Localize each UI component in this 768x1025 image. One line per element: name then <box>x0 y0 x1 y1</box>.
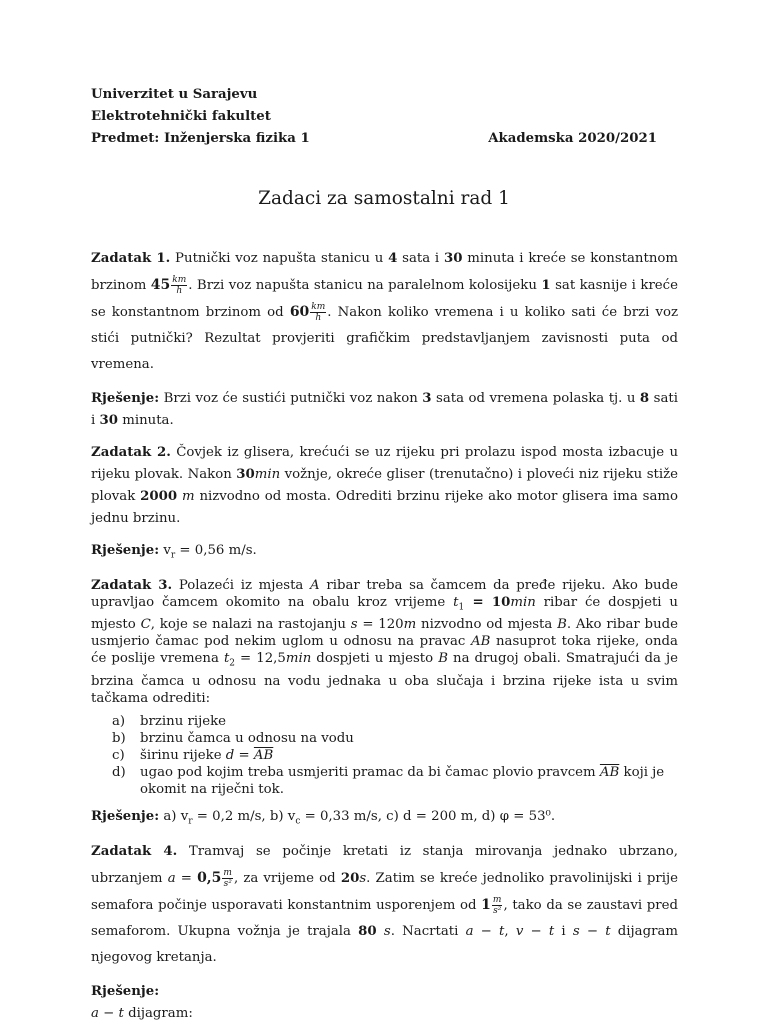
task-1-number: 4 <box>388 251 398 266</box>
task-3-unit: m <box>403 617 417 633</box>
task-4-text: i <box>554 923 573 939</box>
solution-3-text: = 0,33 m/s, c) d = 200 m, d) φ = 53⁰. <box>300 808 556 824</box>
list-item-text <box>140 747 678 764</box>
task-1-number: 30 <box>443 251 463 266</box>
task-3-text: . Ako ribar bude usmjerio čamac pod nekim uglom u odnosu na pravac <box>91 617 679 650</box>
list-item-text: brzinu čamca u odnosu na vodu <box>140 730 354 746</box>
solution-2 <box>91 540 678 567</box>
task-3-var: AB <box>470 634 491 650</box>
solution-2-subscript: r <box>170 550 176 561</box>
unit-fraction <box>222 868 233 889</box>
fraction-numerator: km <box>172 275 187 285</box>
task-3-number: = 12,5 <box>235 651 286 667</box>
task-1-text: minuta i kreće se konstantnom brzinom <box>91 251 678 293</box>
list-item-text-part: koji je okomit na riječni tok. <box>140 764 665 797</box>
list-item-letter: d) <box>112 764 126 780</box>
fraction-denominator: s² <box>493 905 502 916</box>
task-3-subitems <box>91 713 678 798</box>
list-item-letter: b) <box>112 730 126 746</box>
task-1-number: 1 <box>541 278 551 293</box>
task-4-var: s − t <box>572 923 611 939</box>
task-3-text: nizvodno od mjesta <box>416 617 558 633</box>
task-3-number: = 120 <box>357 617 404 633</box>
overline-segment: $\overline{AB}$ <box>253 747 274 763</box>
task-3-subscript: 1 <box>458 602 465 613</box>
list-item <box>91 713 678 730</box>
diagram-text: dijagram: <box>123 1005 193 1021</box>
task-3-text: ribar treba sa čamcem da pređe rijeku. Ako bude upravljao čamcem okomito na obalu kroz vrijeme <box>91 577 679 610</box>
solution-3 <box>91 806 678 833</box>
fraction-denominator: h <box>176 286 183 296</box>
solution-1-text: sata od vremena polaska tj. u <box>431 391 640 406</box>
task-3-var: B <box>438 651 448 667</box>
task-2-number: 2000 <box>140 489 178 504</box>
task-4-unit: s <box>359 870 367 886</box>
task-3-text: ribar će dospjeti u mjesto <box>91 594 678 633</box>
task-4-text: . Nacrtati <box>390 923 466 939</box>
solution-2-text: v <box>159 543 171 558</box>
solution-1-text: sati i <box>91 391 678 428</box>
list-item-text: brzinu rijeke <box>140 713 227 729</box>
task-1-text: sat kasnije i kreće se konstantnom brzinom od <box>91 278 678 320</box>
task-4-number: 1 <box>481 896 491 913</box>
solution-1-number: 3 <box>422 391 432 406</box>
task-3-var: A <box>310 577 320 593</box>
academic-year: Akademska 2020/2021 <box>488 131 657 146</box>
page-title: Zadaci za samostalni rad 1 <box>258 188 510 209</box>
task-1-text: . Nakon koliko vremena i u koliko sati će brzi voz stići putnički? Rezultat provjeriti grafičkim predstavljanjem zavisnosti puta od vremena. <box>91 305 679 372</box>
list-item-text-part: širinu rijeke <box>140 747 226 763</box>
task-4-text: = <box>175 870 198 886</box>
formula: d = <box>225 747 254 763</box>
task-4-text: . Zatim se kreće jednoliko pravolinijski i prije semafora počinje usporavati konstantnim usporenjem od <box>91 870 678 913</box>
task-3-subscript: 2 <box>229 658 236 669</box>
document-body <box>91 246 678 1025</box>
solution-1-number: 30 <box>99 413 118 428</box>
list-item <box>91 747 678 764</box>
task-3-label: Zadatak 3. <box>91 577 173 593</box>
task-4-number: 0,5 <box>197 869 222 886</box>
task-4-text: , tako da se zaustavi pred semaforom. Ukupna vožnja je trajala <box>91 897 678 939</box>
solution-1 <box>91 388 678 432</box>
list-item <box>91 730 678 747</box>
solution-4-label: Rješenje: <box>91 983 160 999</box>
unit-fraction <box>171 275 187 296</box>
task-2-number: 30 <box>236 467 255 482</box>
list-item-text <box>140 764 678 798</box>
task-2-unit: m <box>182 489 195 504</box>
unit-fraction <box>492 895 503 916</box>
solution-1-number: 8 <box>639 391 650 406</box>
task-1-number: 45 <box>150 277 171 293</box>
task-2 <box>91 442 678 530</box>
solution-3-subscript: c <box>295 816 301 827</box>
task-4-number: 20 <box>340 870 360 886</box>
task-1-number: 60 <box>289 304 310 320</box>
solution-1-label: Rješenje: <box>91 391 160 406</box>
task-4-text: , <box>504 923 516 939</box>
task-1 <box>91 246 678 378</box>
task-3-text: , koje se nalazi na rastojanju <box>150 617 351 633</box>
task-1-label: Zadatak 1. <box>91 251 171 266</box>
solution-3-label: Rješenje: <box>91 808 160 824</box>
task-4-text: , za vrijeme od <box>233 870 341 886</box>
task-4-text: Tramvaj se počinje kretati iz stanja mirovanja jednako ubrzano, ubrzanjem <box>91 843 678 886</box>
task-1-text: Putnički voz napušta stanicu u <box>170 251 389 266</box>
task-3-var: t <box>223 651 230 667</box>
overline-segment: $\overline{AB}$ <box>599 764 620 780</box>
task-2-label: Zadatak 2. <box>91 445 171 460</box>
task-1-text: . Brzi voz napušta stanicu na paralelnom kolosijeku <box>188 278 542 293</box>
task-3-text: dospjeti u mjesto <box>311 651 439 667</box>
solution-2-label: Rješenje: <box>91 543 160 558</box>
task-4-var: a − t <box>465 923 505 939</box>
diagram-var: a − t <box>91 1005 124 1021</box>
task-4-label: Zadatak 4. <box>91 843 178 859</box>
solution-4 <box>91 981 678 1003</box>
task-3-text: Polazeći iz mjesta <box>172 577 311 593</box>
subject-name: Predmet: Inženjerska fizika 1 <box>91 131 310 146</box>
unit-fraction <box>310 302 326 323</box>
task-2-text: Čovjek iz glisera, krećući se uz rijeku pri prolazu ispod mosta izbacuje u rijeku plovak. Nakon <box>91 445 679 482</box>
task-2-text: vožnje, okreće gliser (trenutačno) i ploveći niz rijeku stiže plovak <box>91 467 678 504</box>
list-item-letter: c) <box>112 747 125 763</box>
fraction-numerator: m <box>223 867 232 878</box>
task-2-unit: min <box>254 467 281 482</box>
solution-3-subscript: r <box>188 816 193 827</box>
diagram-caption <box>91 1003 678 1025</box>
subject-row <box>91 128 657 150</box>
list-item-text-part: ugao pod kojim treba usmjeriti pramac da bi čamac plovio pravcem <box>140 764 600 780</box>
task-3-var: t <box>453 594 459 610</box>
task-3-unit: min <box>285 651 312 667</box>
university-name: Univerzitet u Sarajevu <box>91 87 258 102</box>
task-3 <box>91 577 678 707</box>
task-3-var: B <box>557 617 567 633</box>
fraction-numerator: m <box>492 894 502 905</box>
fraction-denominator: s² <box>223 878 232 889</box>
task-4-number: 80 <box>358 923 377 939</box>
task-4 <box>91 839 678 971</box>
task-2-text: nizvodno od mosta. Odrediti brzinu rijeke ako motor glisera ima samo jednu brzinu. <box>91 489 679 526</box>
solution-1-text: minuta. <box>118 413 174 428</box>
faculty-name: Elektrotehnički fakultet <box>91 109 271 124</box>
document-header <box>91 84 691 150</box>
solution-1-text: Brzi voz će sustići putnički voz nakon <box>159 391 423 406</box>
task-3-text: na drugoj obali. Smatrajući da je brzina čamca u odnosu na vodu jednaka u oba slučaja i brzina rijeke ista u svim tačkama odrediti: <box>91 651 678 706</box>
task-3-number: = 10 <box>464 594 511 610</box>
task-3-var: s <box>350 617 358 633</box>
list-item <box>91 764 678 798</box>
solution-3-text: = 0,2 m/s, b) v <box>192 808 296 824</box>
task-3-var: C <box>140 617 151 633</box>
solution-2-value: = 0,56 m/s. <box>175 543 257 558</box>
task-3-text: nasuprot toka rijeke, onda će poslije vremena <box>91 634 678 667</box>
list-item-letter: a) <box>112 713 126 729</box>
fraction-numerator: km <box>311 302 326 312</box>
task-1-text: sata i <box>397 251 444 266</box>
task-4-var: a <box>167 870 176 886</box>
task-3-unit: min <box>510 594 536 610</box>
task-4-unit: s <box>383 923 391 939</box>
task-4-text: dijagram njegovog kretanja. <box>91 923 678 965</box>
solution-3-text: a) v <box>159 808 189 824</box>
task-4-var: v − t <box>515 923 555 939</box>
fraction-denominator: h <box>315 313 322 323</box>
